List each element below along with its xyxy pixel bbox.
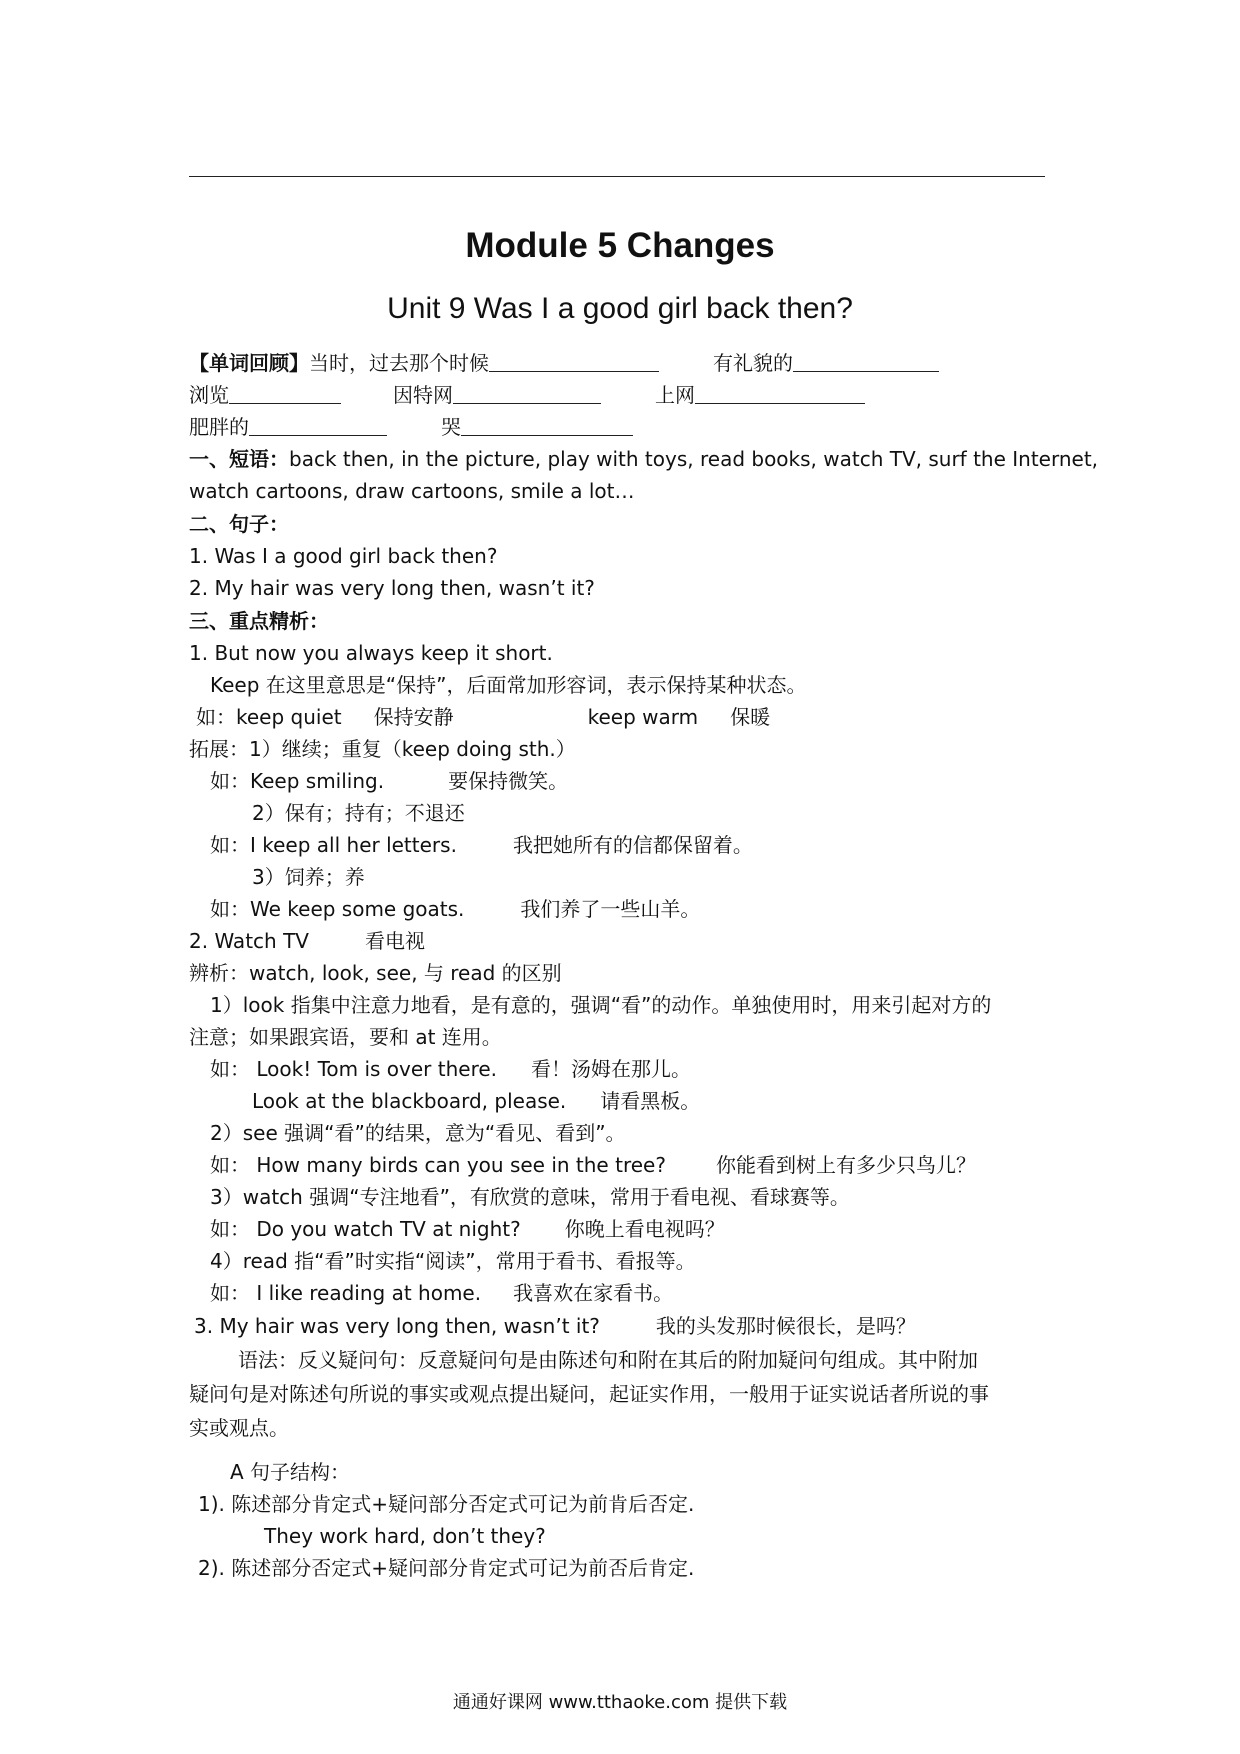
point-2-cn: 看电视 (364, 929, 425, 953)
rule-1-example: They work hard, don’t they? (264, 1524, 546, 1548)
example-cn: 要保持微笑。 (448, 769, 569, 793)
point-2-en: 2. Watch TV (189, 929, 309, 953)
vocab-blank[interactable] (695, 383, 865, 404)
footer-credit: 通通好课网 www.tthaoke.com 提供下载 (452, 1692, 788, 1713)
grammar-line-3: 实或观点。 (189, 1416, 289, 1440)
vocab-word: 当时，过去那个时候 (309, 351, 489, 375)
sentences-heading: 二、句子： (189, 512, 289, 536)
extension-2-example (210, 831, 753, 859)
example-en: 如： I like reading at home. (210, 1281, 482, 1305)
example-en: 如：We keep some goats. (210, 897, 465, 921)
extension-1-example (210, 767, 568, 795)
vocab-line-1 (189, 349, 939, 377)
see-example (210, 1151, 976, 1179)
example-en: 如： How many birds can you see in the tree? (210, 1153, 666, 1177)
header-rule (189, 176, 1045, 177)
phrases-line-2: watch cartoons, draw cartoons, smile a lot… (189, 479, 635, 503)
vocab-word: 肥胖的 (189, 415, 249, 439)
point-2-diff: 辨析：watch, look, see, 与 read 的区别 (189, 961, 562, 985)
phrases-line-1 (189, 445, 1098, 473)
rule-2: 2). 陈述部分否定式+疑问部分肯定式可记为前否后肯定. (198, 1556, 695, 1580)
sentence-1: 1. Was I a good girl back then? (189, 544, 498, 568)
example-cn: 你晚上看电视吗？ (564, 1217, 725, 1241)
look-desc-1: 1）look 指集中注意力地看，是有意的，强调“看”的动作。单独使用时，用来引起对方的 (210, 993, 992, 1017)
watch-desc: 3）watch 强调“专注地看”，有欣赏的意味，常用于看电视、看球赛等。 (210, 1185, 850, 1209)
watch-example (210, 1215, 725, 1243)
example-en: keep warm (587, 705, 699, 729)
vocab-label: 【单词回顾】 (189, 351, 309, 375)
structure-a-heading: A 句子结构： (230, 1460, 351, 1484)
vocab-blank[interactable] (229, 383, 341, 404)
vocab-blank[interactable] (489, 351, 659, 372)
sentence-2: 2. My hair was very long then, wasn’t it? (189, 576, 595, 600)
point-3-en: 3. My hair was very long then, wasn’t it? (194, 1314, 600, 1338)
example-cn: 看！汤姆在那儿。 (531, 1057, 692, 1081)
vocab-word: 浏览 (189, 383, 229, 407)
phrases-heading: 一、短语： (189, 447, 289, 471)
example-en: Look at the blackboard, please. (252, 1089, 567, 1113)
see-desc: 2）see 强调“看”的结果，意为“看见、看到”。 (210, 1121, 626, 1145)
example-cn: 保暖 (730, 705, 771, 729)
look-example-1 (210, 1055, 691, 1083)
look-example-2 (252, 1087, 700, 1115)
point-1-desc: Keep 在这里意思是“保持”，后面常加形容词，表示保持某种状态。 (210, 673, 807, 697)
extension-1: 拓展：1）继续；重复（keep doing sth.） (189, 737, 576, 761)
vocab-word: 哭 (441, 415, 461, 439)
point-1-example (196, 703, 770, 731)
example-cn: 保持安静 (373, 705, 454, 729)
unit-title: Unit 9 Was I a good girl back then? (387, 292, 853, 325)
analysis-heading: 三、重点精析： (189, 609, 329, 633)
grammar-line-2: 疑问句是对陈述句所说的事实或观点提出疑问，起证实作用，一般用于证实说话者所说的事 (189, 1382, 989, 1406)
vocab-word: 上网 (655, 383, 695, 407)
vocab-word: 因特网 (393, 383, 453, 407)
example-cn: 我们养了一些山羊。 (520, 897, 701, 921)
vocab-blank[interactable] (453, 383, 601, 404)
example-cn: 请看黑板。 (600, 1089, 701, 1113)
vocab-line-3 (189, 413, 633, 441)
read-example (210, 1279, 673, 1307)
module-title: Module 5 Changes (465, 226, 775, 265)
vocab-line-2 (189, 381, 865, 409)
read-desc: 4）read 指“看”时实指“阅读”，常用于看书、看报等。 (210, 1249, 696, 1273)
look-desc-2: 注意；如果跟宾语，要和 at 连用。 (189, 1025, 502, 1049)
point-2-title (189, 927, 425, 955)
example-en: 如：keep quiet (196, 705, 342, 729)
example-en: 如：Keep smiling. (210, 769, 385, 793)
example-cn: 你能看到树上有多少只鸟儿？ (715, 1153, 976, 1177)
point-3-cn: 我的头发那时候很长，是吗？ (655, 1314, 916, 1338)
extension-3-example (210, 895, 700, 923)
example-cn: 我把她所有的信都保留着。 (512, 833, 753, 857)
point-3-title (194, 1312, 916, 1340)
vocab-blank[interactable] (461, 415, 633, 436)
phrases-text: back then, in the picture, play with toys, read books, watch TV, surf the Internet, (289, 447, 1099, 471)
example-en: 如：I keep all her letters. (210, 833, 457, 857)
grammar-line-1: 语法：反义疑问句：反意疑问句是由陈述句和附在其后的附加疑问句组成。其中附加 (238, 1348, 978, 1372)
rule-1: 1). 陈述部分肯定式+疑问部分否定式可记为前肯后否定. (198, 1492, 695, 1516)
vocab-blank[interactable] (793, 351, 939, 372)
extension-2: 2）保有；持有；不退还 (252, 801, 465, 825)
example-en: 如： Look! Tom is over there. (210, 1057, 498, 1081)
point-1-title: 1. But now you always keep it short. (189, 641, 553, 665)
example-cn: 我喜欢在家看书。 (513, 1281, 674, 1305)
extension-3: 3）饲养；养 (252, 865, 365, 889)
example-en: 如： Do you watch TV at night? (210, 1217, 521, 1241)
vocab-blank[interactable] (249, 415, 387, 436)
vocab-word: 有礼貌的 (713, 351, 793, 375)
